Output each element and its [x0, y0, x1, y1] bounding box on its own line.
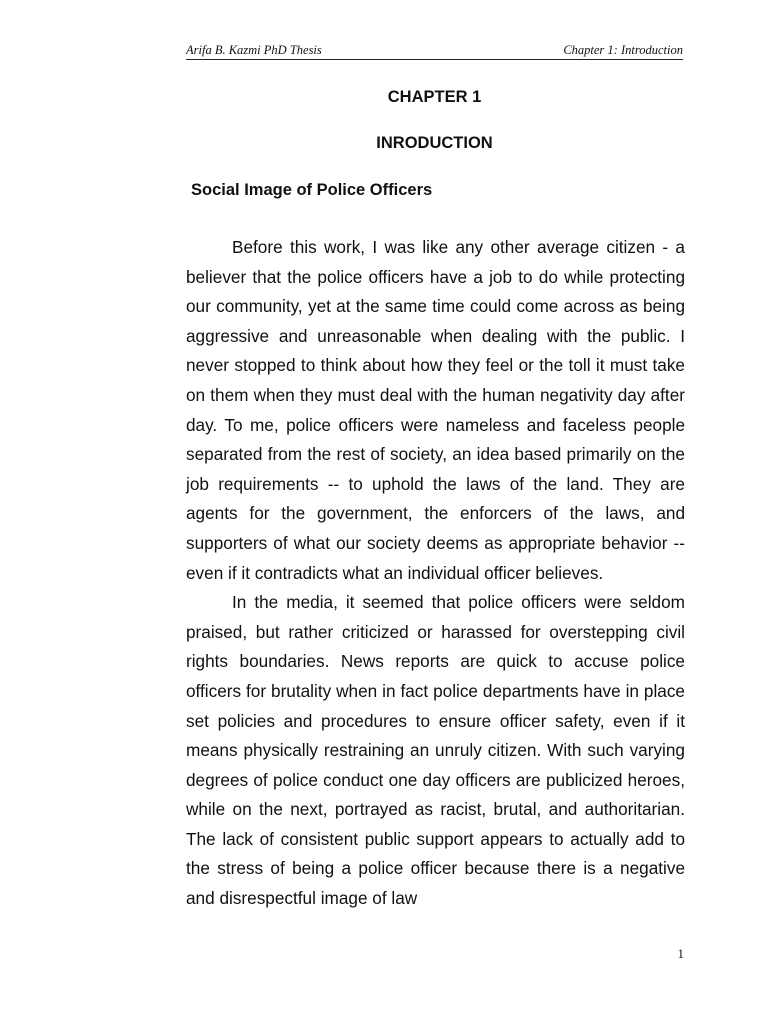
paragraph: In the media, it seemed that police officers were seldom praised, but rather criticized or harassed for overstepping civil rights boundaries. News reports are quick to accuse police officers for brutality when in fact police departments have in place set policies and procedures to ensure officer safety, even if it means physically restraining an unruly citizen. With such varying degrees of police conduct one day officers are publicized heroes, while on the next, portrayed as racist, brutal, and authoritarian. The lack of consistent public support appears to actually add to the stress of being a police officer because there is a negative and disrespectful image of law — [186, 592, 685, 909]
header-chapter: Chapter 1: Introduction — [563, 43, 683, 57]
chapter-number: CHAPTER 1 — [387, 88, 482, 106]
running-header — [186, 42, 683, 60]
header-author-thesis: Arifa B. Kazmi PhD Thesis — [186, 43, 322, 57]
page-number: 1 — [677, 946, 684, 961]
chapter-title: INRODUCTION — [376, 134, 493, 152]
section-heading: Social Image of Police Officers — [191, 181, 433, 199]
paragraph: Before this work, I was like any other average citizen - a believer that the police officers have a job to do while protecting our community, yet at the same time could come across as being aggressive and unreasonable when dealing with the public. I never stopped to think about how they feel or the toll it must take on them when they must deal with the human negativity day after day. To me, police officers were nameless and faceless people separated from the rest of society, an idea based primarily on the job requirements -- to uphold the laws of the land. They are agents for the government, the enforcers of the laws, and supporters of what our society deems as appropriate behavior -- even if it contradicts what an individual officer believes. — [186, 237, 685, 583]
body-text — [186, 233, 685, 914]
